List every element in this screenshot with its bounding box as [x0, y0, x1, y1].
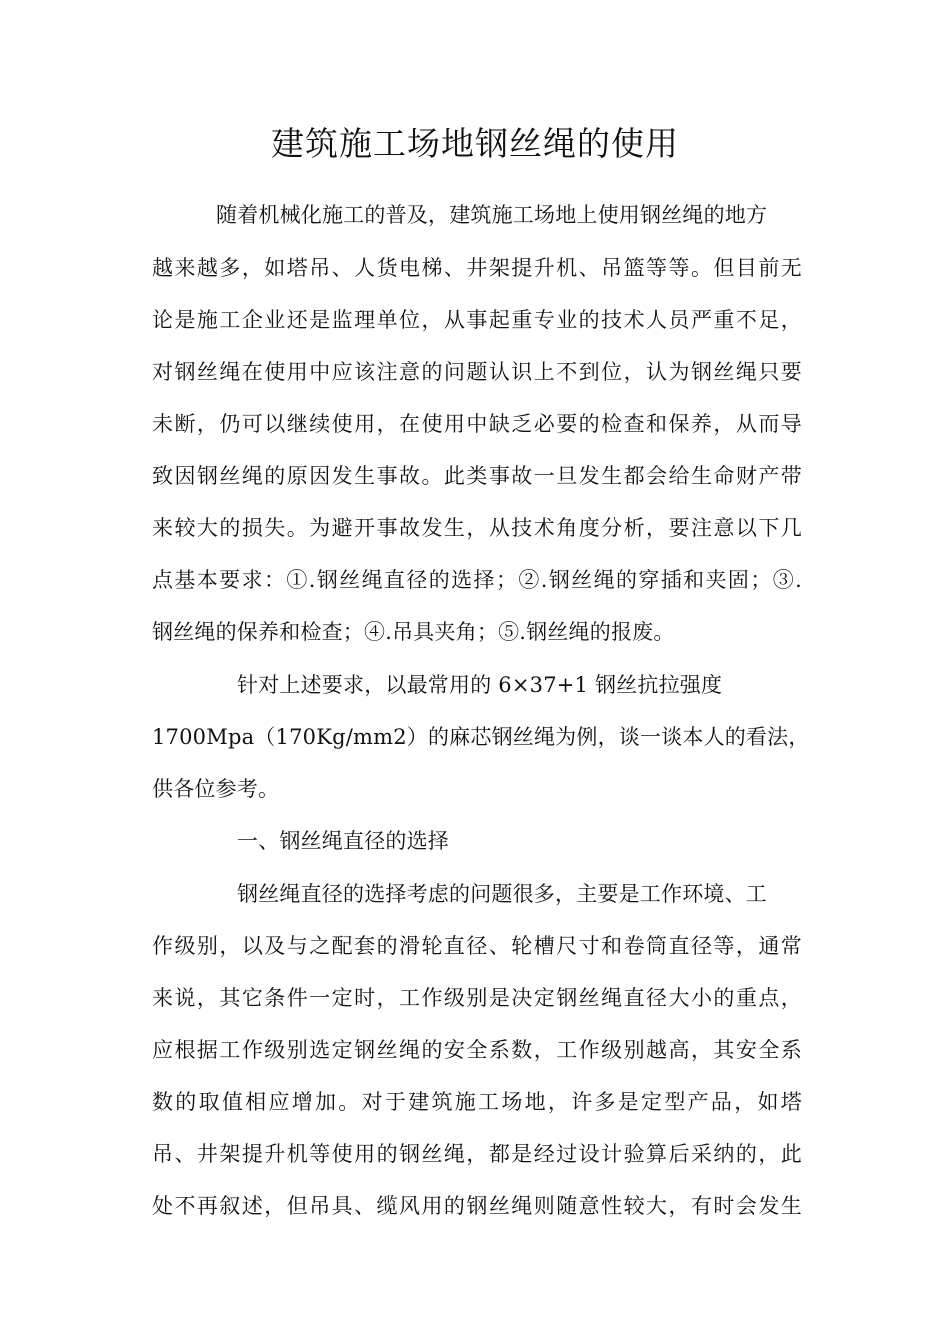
paragraph-line: 处不再叙述，但吊具、缆风用的钢丝绳则随意性较大，有时会发生	[152, 1194, 802, 1218]
paragraph-line: 点基本要求：①.钢丝绳直径的选择；②.钢丝绳的穿插和夹固；③.	[152, 568, 802, 592]
paragraph-line: 来较大的损失。为避开事故发生，从技术角度分析，要注意以下几	[152, 516, 802, 540]
paragraph-line: 供各位参考。	[152, 777, 280, 801]
paragraph-line: 对钢丝绳在使用中应该注意的问题认识上不到位，认为钢丝绳只要	[152, 360, 802, 384]
document-title: 建筑施工场地钢丝绳的使用	[271, 124, 679, 163]
paragraph-line: 未断，仍可以继续使用，在使用中缺乏必要的检查和保养，从而导	[152, 412, 802, 436]
paragraph-line: 吊、井架提升机等使用的钢丝绳，都是经过设计验算后采纳的，此	[152, 1142, 802, 1166]
paragraph-line: 针对上述要求，以最常用的 6×37+1 钢丝抗拉强度	[237, 673, 723, 697]
paragraph-line: 越来越多，如塔吊、人货电梯、井架提升机、吊篮等等。但目前无	[152, 256, 802, 280]
paragraph-line: 应根据工作级别选定钢丝绳的安全系数，工作级别越高，其安全系	[152, 1038, 802, 1062]
paragraph-line: 致因钢丝绳的原因发生事故。此类事故一旦发生都会给生命财产带	[152, 464, 802, 488]
paragraph-line: 钢丝绳的保养和检查；④.吊具夹角；⑤.钢丝绳的报废。	[152, 620, 675, 644]
paragraph-line: 数的取值相应增加。对于建筑施工场地，许多是定型产品，如塔	[152, 1090, 802, 1114]
paragraph-line: 来说，其它条件一定时，工作级别是决定钢丝绳直径大小的重点，	[152, 986, 802, 1010]
paragraph-line: 钢丝绳直径的选择考虑的问题很多，主要是工作环境、工	[237, 882, 767, 906]
paragraph-line: 随着机械化施工的普及，建筑施工场地上使用钢丝绳的地方	[216, 203, 768, 227]
paragraph-line: 作级别，以及与之配套的滑轮直径、轮槽尺寸和卷筒直径等，通常	[152, 934, 802, 958]
paragraph-line: 论是施工企业还是监理单位，从事起重专业的技术人员严重不足，	[152, 308, 802, 332]
paragraph-line: 1700Mpa（170Kg/mm2）的麻芯钢丝绳为例，谈一谈本人的看法，	[152, 725, 810, 749]
section-heading: 一、钢丝绳直径的选择	[237, 829, 449, 853]
